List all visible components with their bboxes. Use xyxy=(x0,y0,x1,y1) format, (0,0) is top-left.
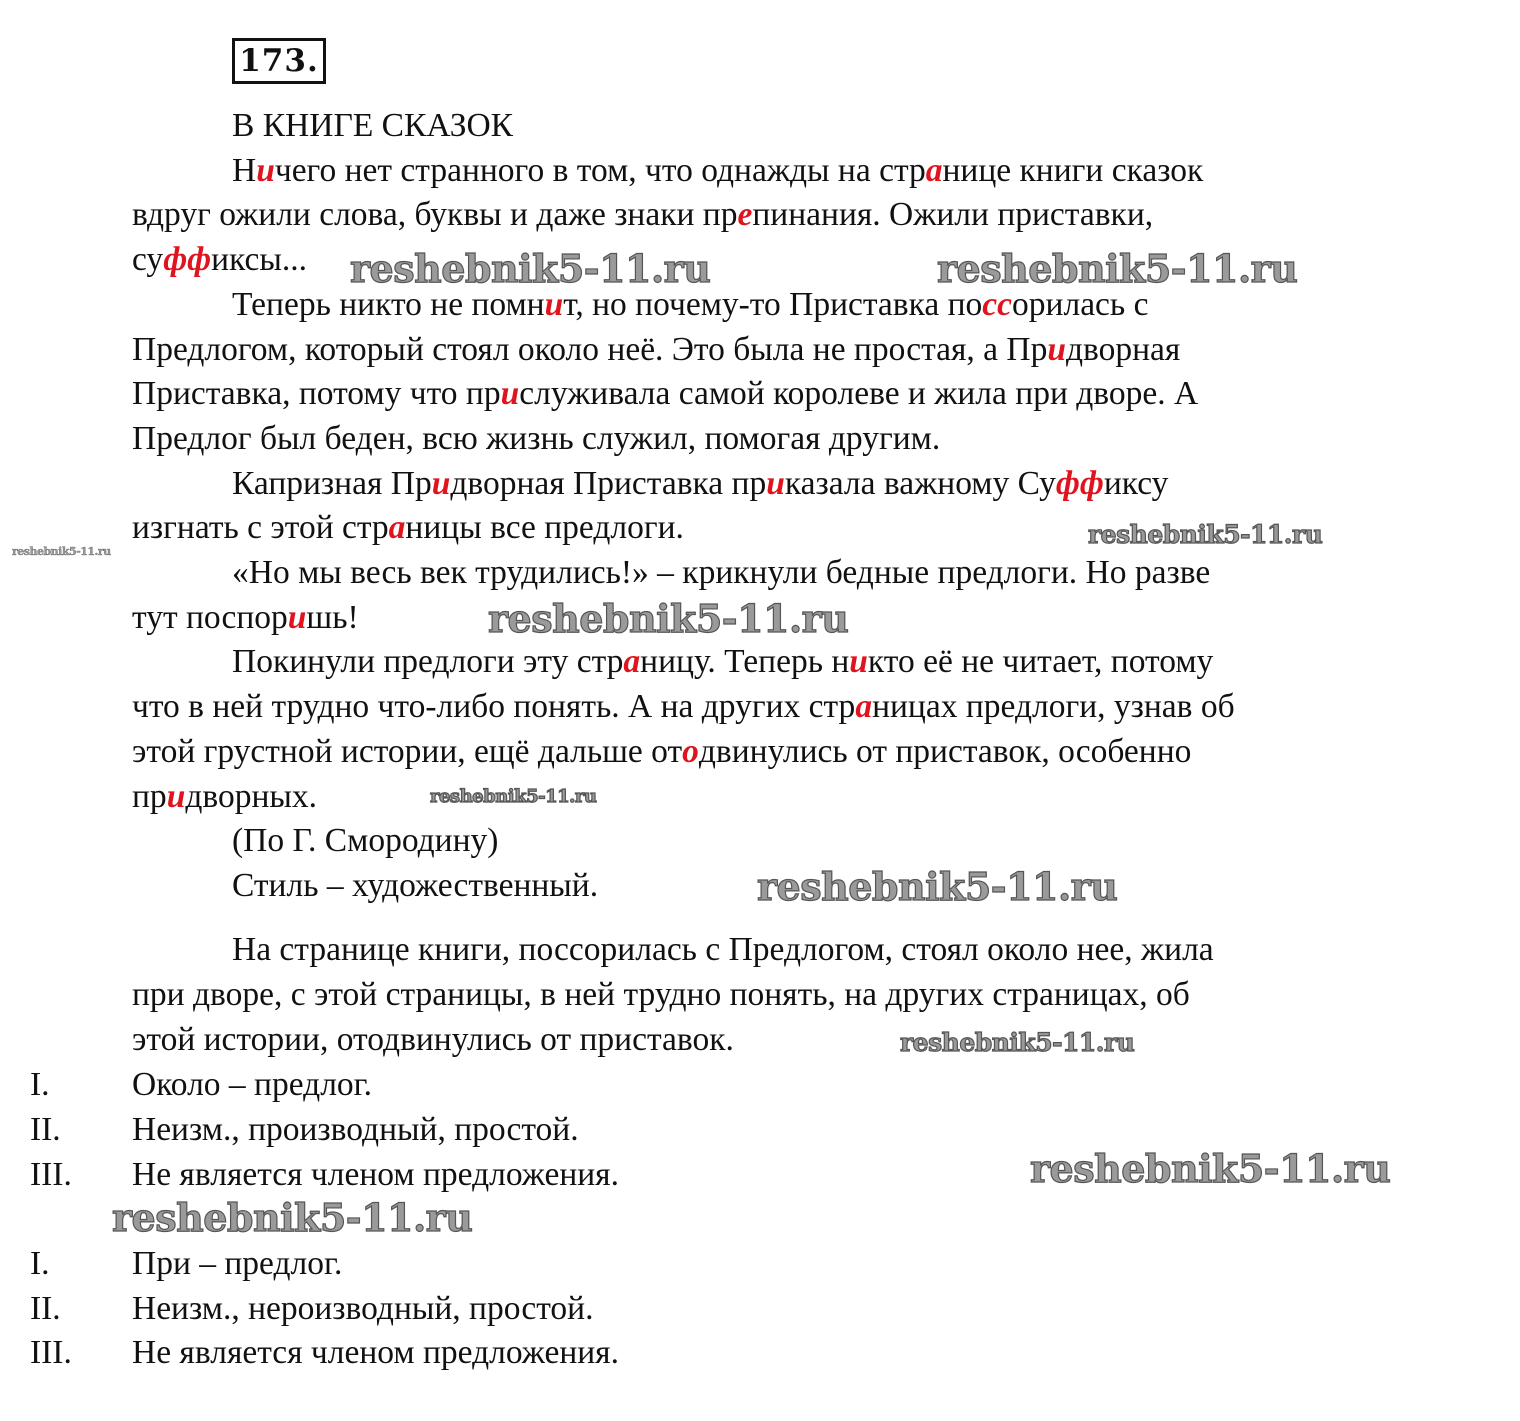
text-segment: нице книги сказок xyxy=(942,151,1204,189)
roman-numeral: II. xyxy=(30,1289,61,1327)
text-segment: Не является членом предложения. xyxy=(132,1334,619,1372)
highlighted-letter: и xyxy=(287,598,307,636)
text-segment: иксы... xyxy=(211,241,308,279)
highlighted-letter: и xyxy=(500,375,520,413)
watermark: reshebnik5-11.ru xyxy=(488,596,849,641)
text-segment: Неизм., нероизводный, простой. xyxy=(132,1289,594,1327)
text-segment: дворных. xyxy=(185,777,318,815)
highlighted-letter: а xyxy=(388,509,406,547)
text-segment: Покинули предлоги эту стр xyxy=(232,643,624,681)
text-segment: (По Г. Смородину) xyxy=(232,822,499,860)
text-segment: Предлог был беден, всю жизнь служил, помогая другим. xyxy=(132,419,941,457)
text-segment: ницах предлоги, узнав об xyxy=(872,688,1235,726)
text-line xyxy=(132,775,317,819)
text-segment: казала важному Су xyxy=(784,464,1056,502)
watermark: reshebnik5-11.ru xyxy=(12,545,111,558)
watermark: reshebnik5-11.ru xyxy=(430,786,597,807)
text-segment: «Но мы весь век трудились!» – крикнули бедные предлоги. Но разве xyxy=(232,554,1211,591)
text-line xyxy=(132,328,1180,372)
text-line xyxy=(132,1018,734,1062)
text-segment: Неизм., производный, простой. xyxy=(132,1110,579,1148)
text-line xyxy=(132,372,1198,416)
text-line xyxy=(232,928,1214,972)
roman-numeral: III. xyxy=(30,1155,72,1193)
text-segment: тут поспор xyxy=(132,598,288,636)
text-line xyxy=(132,506,684,550)
text-segment: вдруг ожили слова, буквы и даже знаки пр xyxy=(132,196,738,234)
roman-numeral: I. xyxy=(30,1065,50,1103)
text-line xyxy=(132,730,1191,774)
text-segment: дворная xyxy=(1065,330,1181,368)
text-segment: кто её не читает, потому xyxy=(867,643,1214,681)
watermark: reshebnik5-11.ru xyxy=(1088,520,1323,549)
watermark: reshebnik5-11.ru xyxy=(900,1028,1135,1057)
text-segment: ницу. Теперь н xyxy=(640,643,850,681)
watermark: reshebnik5-11.ru xyxy=(757,864,1118,909)
highlighted-letter: а xyxy=(855,688,873,726)
text-segment: Капризная Пр xyxy=(232,464,432,502)
text-line xyxy=(232,864,598,908)
text-line xyxy=(30,1063,372,1107)
text-line xyxy=(30,1153,619,1197)
roman-numeral: II. xyxy=(30,1110,61,1148)
text-segment: этой грустной истории, ещё дальше от xyxy=(132,732,683,770)
highlighted-letter: а xyxy=(623,643,641,681)
highlighted-letter: о xyxy=(682,732,699,770)
text-line xyxy=(132,193,1153,237)
text-segment: пр xyxy=(132,777,167,815)
text-segment: при дворе, с этой страницы, в ней трудно понять, на других страницах, об xyxy=(132,975,1190,1013)
text-line xyxy=(132,685,1235,729)
text-line xyxy=(30,1287,594,1331)
text-line xyxy=(132,238,307,282)
text-segment: двинулись от приставок, особенно xyxy=(698,732,1192,770)
text-segment: Не является членом предложения. xyxy=(132,1155,619,1193)
text-segment: дворная Приставка пр xyxy=(450,464,767,502)
text-segment: Около – предлог. xyxy=(132,1065,372,1103)
highlighted-letter: и xyxy=(166,777,186,815)
watermark: reshebnik5-11.ru xyxy=(1030,1146,1391,1191)
text-segment: шь! xyxy=(306,598,359,636)
text-segment: что в ней трудно что-либо понять. А на других стр xyxy=(132,688,856,726)
text-segment: Предлогом, который стоял около неё. Это была не простая, а Пр xyxy=(132,330,1048,368)
text-segment: т, но почему-то Приставка по xyxy=(563,285,983,323)
text-segment: служивала самой королеве и жила при дворе. А xyxy=(519,375,1199,413)
text-segment: Теперь никто не помн xyxy=(232,285,545,323)
text-segment: су xyxy=(132,241,164,279)
text-segment: иксу xyxy=(1103,464,1169,502)
text-line xyxy=(232,462,1168,506)
text-line xyxy=(232,551,1210,595)
highlighted-letter: сс xyxy=(982,285,1013,323)
text-segment: этой истории, отодвинулись от приставок. xyxy=(132,1020,734,1058)
text-segment: ницы все предлоги. xyxy=(405,509,684,547)
highlighted-letter: е xyxy=(737,196,753,234)
roman-numeral: I. xyxy=(30,1245,50,1282)
highlighted-letter: и xyxy=(766,464,785,502)
text-line xyxy=(132,417,940,461)
text-line xyxy=(232,819,498,863)
text-line xyxy=(232,640,1213,684)
text-line xyxy=(30,1242,343,1286)
highlighted-letter: и xyxy=(1047,330,1066,368)
watermark: reshebnik5-11.ru xyxy=(112,1195,473,1240)
text-segment: Стиль – художественный. xyxy=(232,866,599,904)
text-line xyxy=(30,1108,579,1152)
highlighted-letter: и xyxy=(431,464,451,502)
text-segment: Н xyxy=(232,151,257,189)
text-line xyxy=(132,973,1190,1017)
text-segment: чего нет странного в том, что однажды на стр xyxy=(274,151,926,189)
text-segment: изгнать с этой стр xyxy=(132,509,389,547)
highlighted-letter: фф xyxy=(163,241,212,279)
roman-numeral: III. xyxy=(30,1334,72,1372)
highlighted-letter: фф xyxy=(1055,464,1104,502)
text-segment: В КНИГЕ СКАЗОК xyxy=(232,107,514,144)
text-line xyxy=(232,149,1203,193)
text-segment: пинания. Ожили приставки, xyxy=(752,196,1154,234)
watermark: reshebnik5-11.ru xyxy=(937,246,1298,291)
highlighted-letter: а xyxy=(925,151,943,189)
highlighted-letter: и xyxy=(849,643,868,681)
text-segment: Приставка, потому что пр xyxy=(132,375,501,413)
watermark: reshebnik5-11.ru xyxy=(350,246,711,291)
text-segment: орилась с xyxy=(1012,285,1149,323)
highlighted-letter: и xyxy=(544,285,564,323)
text-line xyxy=(132,596,359,640)
text-line xyxy=(232,104,513,148)
text-segment: На странице книги, поссорилась с Предлогом, стоял около нее, жила xyxy=(232,931,1214,968)
highlighted-letter: и xyxy=(256,151,275,189)
text-segment: При – предлог. xyxy=(132,1245,343,1282)
text-line xyxy=(30,1331,619,1375)
exercise-number: 173. xyxy=(232,38,326,84)
